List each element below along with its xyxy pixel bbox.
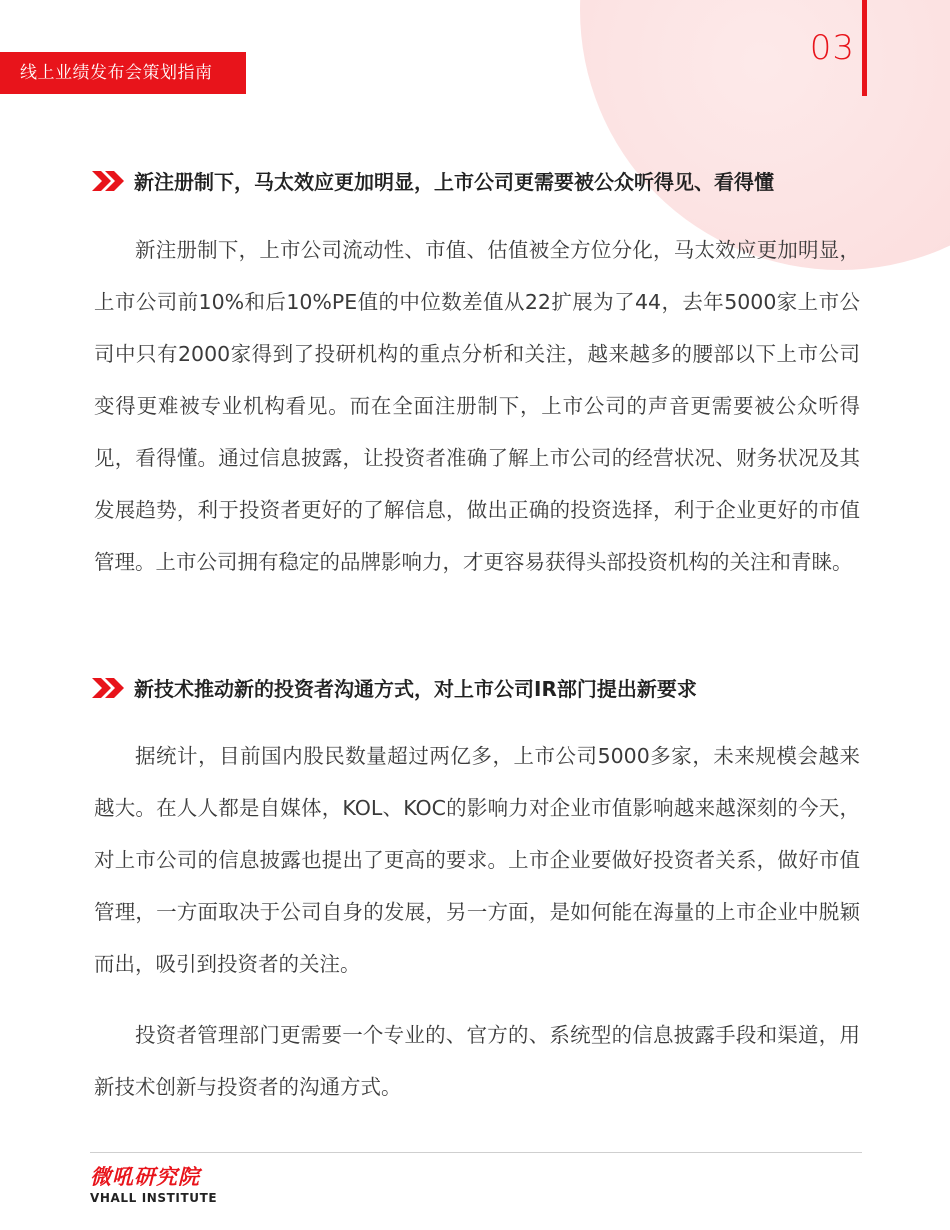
section-heading-text: 新注册制下，马太效应更加明显，上市公司更需要被公众听得见、看得懂 bbox=[134, 170, 774, 194]
section-heading-text: 新技术推动新的投资者沟通方式，对上市公司IR部门提出新要求 bbox=[134, 677, 697, 701]
page-number-bar bbox=[862, 0, 867, 96]
section-2-paragraph-1: 据统计，目前国内股民数量超过两亿多，上市公司5000多家，未来规模会越来越大。在人人都是自媒体，KOL、KOC的影响力对企业市值影响越来越深刻的今天，对上市公司的信息披露也提出了更高的要求。上市企业要做好投资者关系，做好市值管理，一方面取决于公司自身的发展，另一方面，是如何能在海量的上市企业中脱颖而出，吸引到投资者的关注。 bbox=[94, 744, 860, 976]
section-2-paragraph-2: 投资者管理部门更需要一个专业的、官方的、系统型的信息披露手段和渠道，用新技术创新与投资者的沟通方式。 bbox=[94, 1023, 860, 1099]
footer-logo-english: VHALL INSTITUTE bbox=[90, 1191, 218, 1205]
double-chevron-icon bbox=[92, 678, 126, 698]
page-number: 03 bbox=[809, 28, 855, 68]
section-heading-1 bbox=[92, 166, 774, 195]
footer-divider bbox=[90, 1152, 862, 1153]
footer-logo-chinese: 微吼研究院 bbox=[90, 1165, 200, 1189]
section-heading-2 bbox=[92, 673, 697, 702]
double-chevron-icon bbox=[92, 171, 126, 191]
section-1-paragraph-1: 新注册制下，上市公司流动性、市值、估值被全方位分化，马太效应更加明显，上市公司前10%和后10%PE值的中位数差值从22扩展为了44，去年5000家上市公司中只有2000家得到了投研机构的重点分析和关注，越来越多的腰部以下上市公司变得更难被专业机构看见。而在全面注册制下，上市公司的声音更需要被公众听得见，看得懂。通过信息披露，让投资者准确了解上市公司的经营状况、财务状况及其发展趋势，利于投资者更好的了解信息，做出正确的投资选择，利于企业更好的市值管理。上市公司拥有稳定的品牌影响力，才更容易获得头部投资机构的关注和青睐。 bbox=[94, 238, 860, 574]
document-title-tag: 线上业绩发布会策划指南 bbox=[0, 52, 246, 94]
